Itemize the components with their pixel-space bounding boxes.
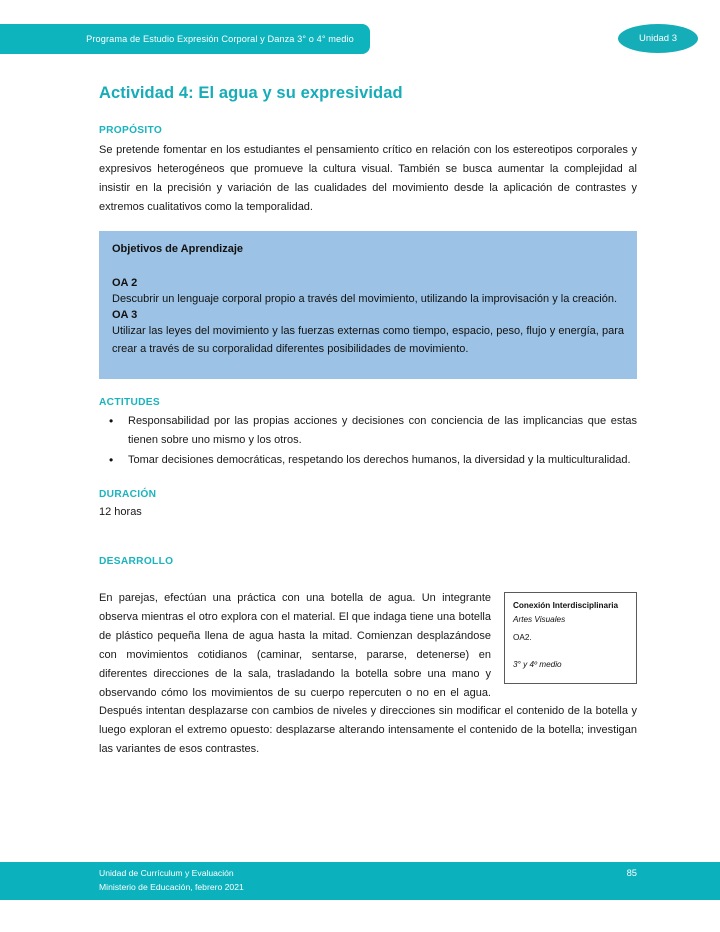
- section-heading-actitudes: ACTITUDES: [99, 397, 160, 409]
- objetivo-code: OA 2: [112, 276, 138, 289]
- conexion-box-oa: OA2.: [513, 632, 532, 642]
- footer-content: [99, 867, 637, 895]
- list-item: • Responsabilidad por las propias acciones y decisiones con conciencia de las implicancias que estas tienen sobre uno mismo y los otros.: [99, 412, 637, 450]
- desarrollo-paragraph: En parejas, efectúan una práctica con una botella de agua. Un integrante observa mientras el otro explora con el material. El que indaga tiene una botella de plástico pequeña llena de agua hasta la mitad. Comienzan desplazándose con movimientos cotidianos (caminar, sentarse, pararse, detenerse) en diferentes direcciones de la sala, trasladando la botella sobre una mano y observando cómo los movimientos de su cuerpo repercuten o no en el agua. Después intentan desplazarse con cambios de niveles y direcciones sin modificar el contenido de la botella y luego exploran el extremo opuesto: desplazarse alterando intensamente el contenido de la botella; investigan las variantes de esos contrastes.: [99, 591, 637, 756]
- section-proposito: [99, 125, 637, 217]
- footer-line-1: Unidad de Currículum y Evaluación: [99, 868, 234, 878]
- objetivos-aprendizaje-box: [99, 231, 637, 380]
- section-duracion: [99, 489, 637, 522]
- objetivo-text: Descubrir un lenguaje corporal propio a través del movimiento, utilizando la improvisación y la creación.: [112, 292, 618, 305]
- objetivos-box-title: Objetivos de Aprendizaje: [112, 242, 244, 255]
- section-heading-desarrollo: DESARROLLO: [99, 555, 174, 567]
- document-content: [99, 0, 637, 759]
- actitudes-list: [99, 412, 637, 470]
- objetivo-text: Utilizar las leyes del movimiento y las fuerzas externas como tiempo, espacio, peso, flujo y energía, para crear a través de su corporalidad diferentes posibilidades de movimiento.: [112, 324, 624, 356]
- conexion-interdisciplinaria-box: [504, 592, 637, 684]
- footer-bar: [0, 862, 720, 900]
- objetivo-code: OA 3: [112, 308, 138, 321]
- footer-credits: [99, 867, 244, 895]
- conexion-box-level: 3° y 4º medio: [513, 659, 562, 669]
- duracion-value: 12 horas: [99, 506, 142, 519]
- header-program-label: Programa de Estudio Expresión Corporal y Danza 3° o 4° medio: [86, 34, 354, 44]
- objetivo-item: [112, 309, 624, 360]
- page-number: 85: [626, 867, 637, 878]
- proposito-text: Se pretende fomentar en los estudiantes el pensamiento crítico en relación con los estereotipos corporales y expresivos heterogéneos que promueve la cultura visual. También se busca aumentar la complejidad al insistir en la precisión y variación de las cualidades del movimiento desde la aplicación de contrastes y extremos cualitativos como la temporalidad.: [99, 144, 637, 213]
- desarrollo-body: [99, 589, 637, 759]
- objetivo-item: [112, 277, 624, 309]
- section-heading-proposito: PROPÓSITO: [99, 125, 163, 136]
- conexion-box-title: Conexión Interdisciplinaria: [513, 600, 619, 610]
- section-desarrollo: [99, 556, 637, 759]
- section-heading-duracion: DURACIÓN: [99, 489, 157, 501]
- page-title: Actividad 4: El agua y su expresividad: [99, 84, 403, 102]
- list-item: • Tomar decisiones democráticas, respetando los derechos humanos, la diversidad y la multiculturalidad.: [99, 451, 637, 470]
- unit-badge-label: Unidad 3: [638, 33, 678, 44]
- conexion-box-subject: Artes Visuales: [513, 615, 566, 625]
- section-actitudes: [99, 397, 637, 470]
- footer-line-2: Ministerio de Educación, febrero 2021: [99, 881, 244, 892]
